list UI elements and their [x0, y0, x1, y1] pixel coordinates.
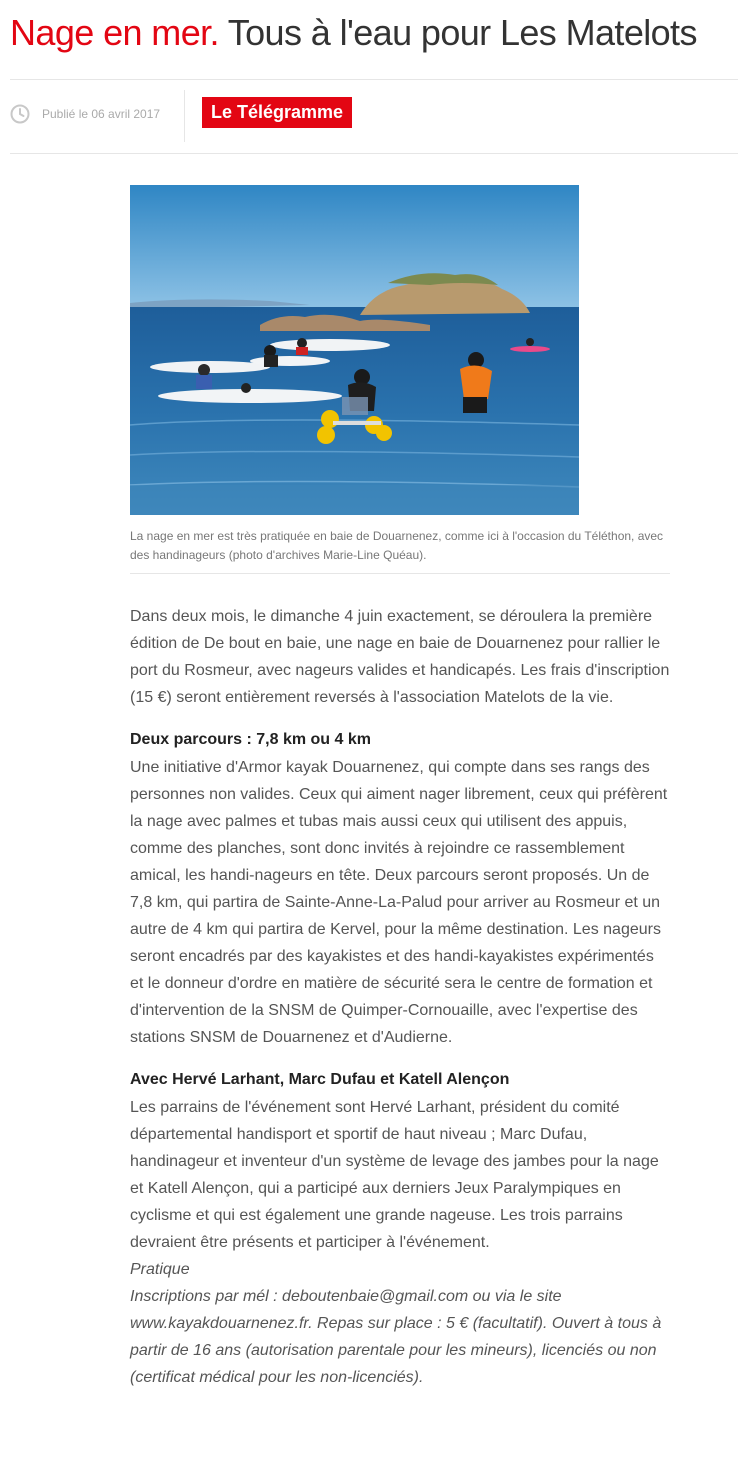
kayak — [158, 389, 342, 403]
article-headline — [10, 10, 738, 56]
article-intro: Dans deux mois, le dimanche 4 juin exactement, se déroulera la première édition de De bout en baie, une nage en baie de Douarnenez pour rallier le port du Rosmeur, avec nageurs valides et handicapés. Les frais d'inscription (15 €) seront entièrement reversés à l'association Matelots de la vie. — [130, 608, 670, 706]
section-body-parrains: Les parrains de l'événement sont Hervé Larhant, président du comité départemental handisport et sportif de haut niveau ; Marc Dufau, handinageur et inventeur d'un système de levage des jambes pour la nage et Katell Alençon, qui a participé aux derniers Jeux Paralympiques en cyclisme et qui est également une grande nageuse. Les trois parrains devraient être présents et participer à l'événement. — [130, 1099, 659, 1251]
practical-label: Pratique — [130, 1261, 190, 1278]
clock-icon — [10, 104, 30, 124]
caption-divider — [130, 573, 670, 574]
practical-info: Inscriptions par mél : deboutenbaie@gmail.com ou via le site www.kayakdouarnenez.fr. Repas sur place : 5 € (facultatif). Ouvert à tous à partir de 16 ans (autorisation parentale pour les mineurs), licenciés ou non (certificat médical pour les non-licenciés). — [130, 1288, 662, 1386]
meta-divider — [10, 153, 738, 154]
header-divider — [10, 79, 738, 80]
headline-kicker: Nage en mer. — [10, 12, 219, 53]
kayak — [250, 356, 330, 366]
source-logo[interactable]: Le Télégramme — [202, 97, 352, 128]
publication-date: Publié le 06 avril 2017 — [42, 107, 161, 121]
kayak — [150, 361, 270, 373]
photo-caption: La nage en mer est très pratiquée en baie de Douarnenez, comme ici à l'occasion du Téléthon, avec des handinageurs (photo d'archives Marie-Line Quéau). — [130, 529, 664, 562]
section-body-parcours: Une initiative d'Armor kayak Douarnenez, qui compte dans ses rangs des personnes non valides. Ceux qui aiment nager librement, ceux qui préfèrent la nage avec palmes et tubas mais aussi ceux qui utilisent des appuis, comme des planches, sont donc invités à rejoindre ce rassemblement amical, les handi-nageurs en tête. Deux parcours seront proposés. Un de 7,8 km, qui partira de Sainte-Anne-La-Palud pour arriver au Rosmeur et un autre de 4 km qui partira de Kervel, pour la même destination. Les nageurs seront encadrés par des kayakistes et des handi-kayakistes expérimentés et le donneur d'ordre en matière de sécurité sera le centre de formation et d'intervention de la SNSM de Quimper-Cornouaille, avec l'expertise des stations SNSM de Douarnenez et d'Audierne. — [130, 759, 668, 1046]
section-heading-parcours: Deux parcours : 7,8 km ou 4 km — [130, 731, 371, 748]
article-meta — [10, 90, 738, 142]
kayak — [270, 339, 390, 351]
article-photo — [130, 185, 579, 515]
headline-title: Tous à l'eau pour Les Matelots — [227, 12, 697, 53]
article-body — [130, 603, 670, 1391]
photo-sky — [130, 185, 579, 310]
section-heading-parrains: Avec Hervé Larhant, Marc Dufau et Katell Alençon — [130, 1071, 510, 1088]
meta-separator — [184, 90, 185, 142]
